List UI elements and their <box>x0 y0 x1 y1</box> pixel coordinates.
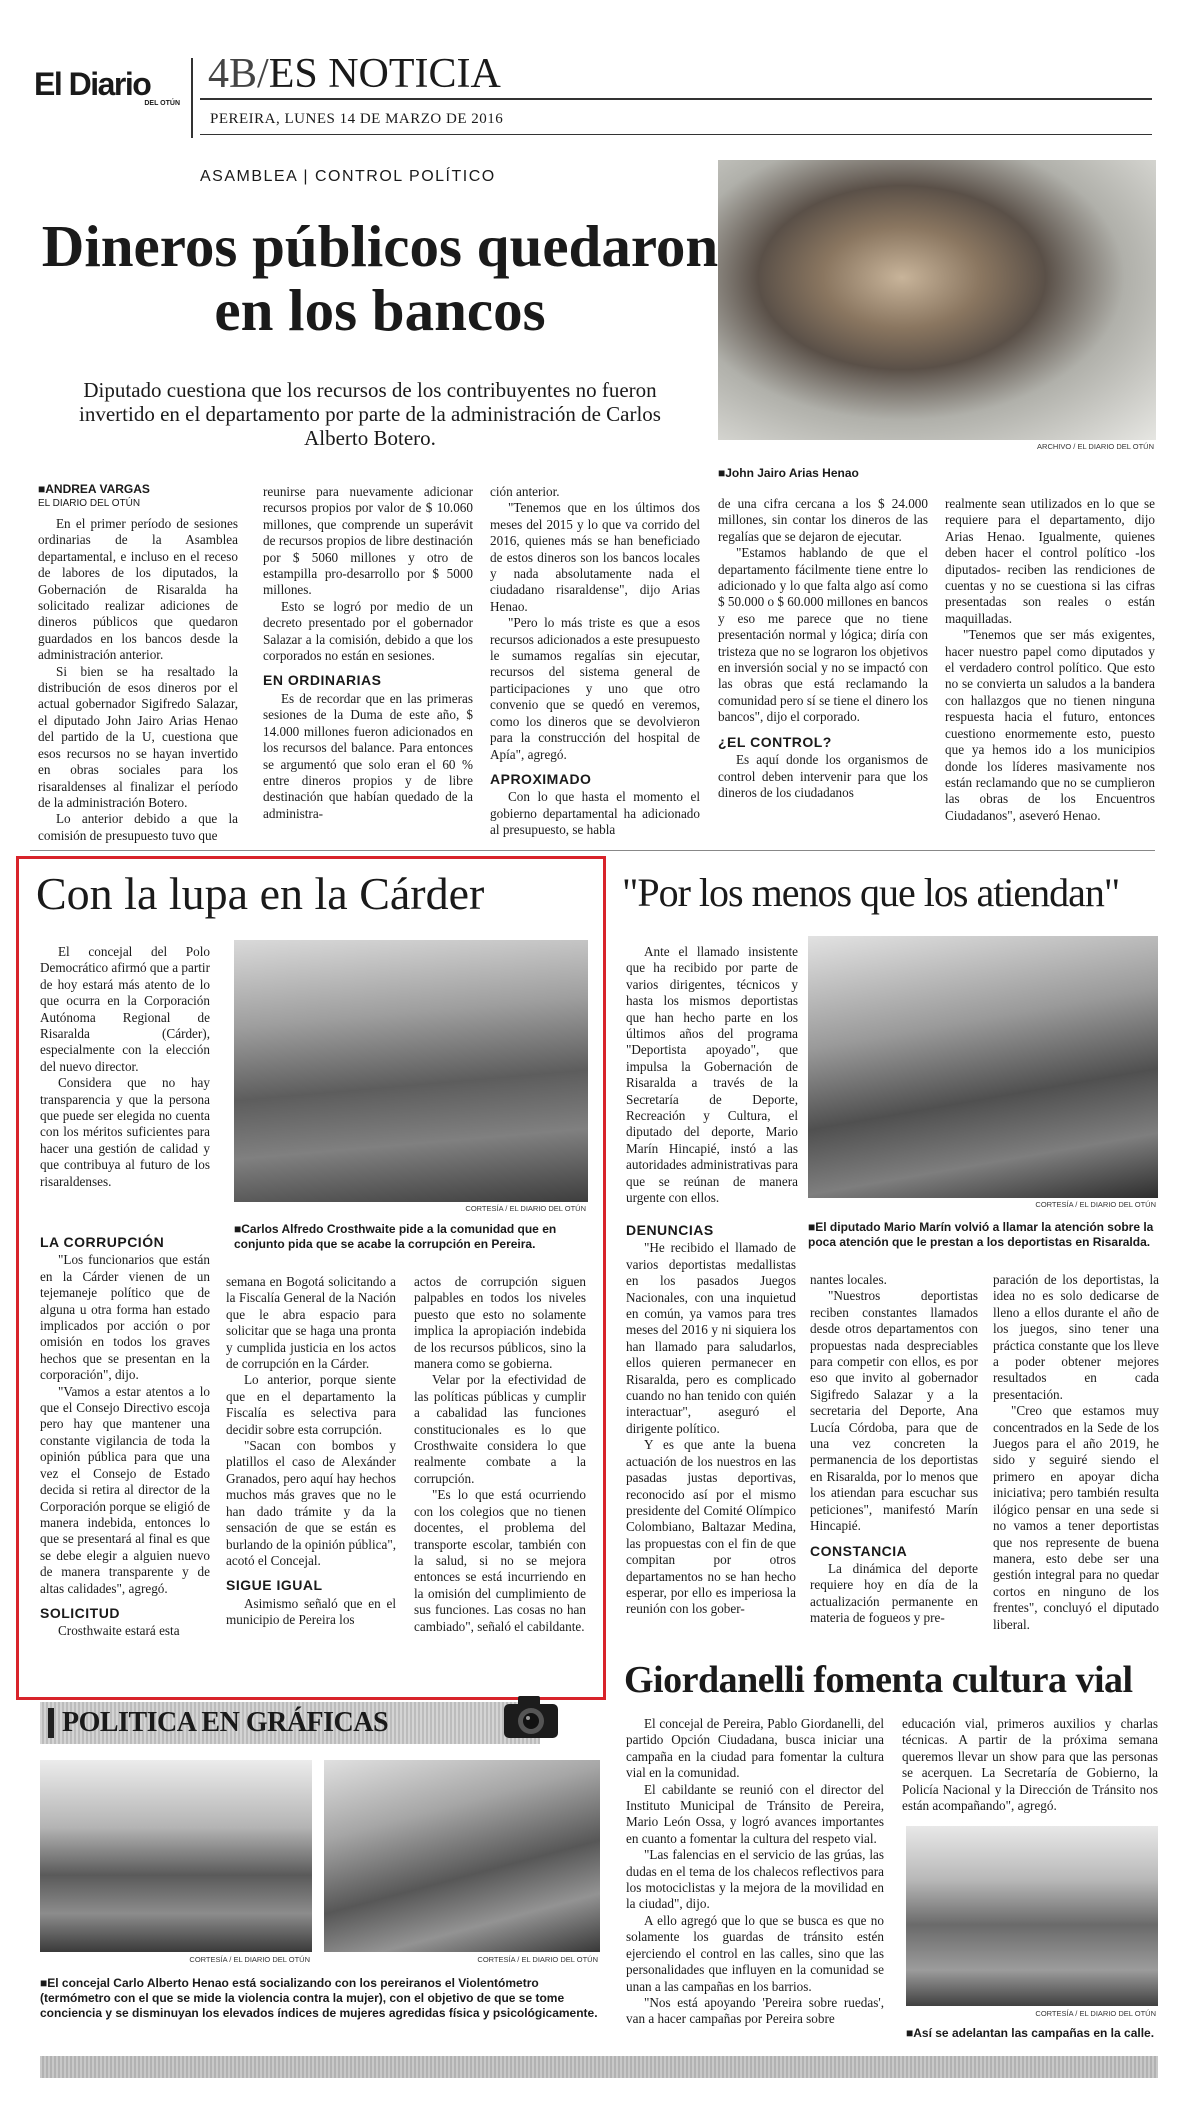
paragraph: "Nuestros deportistas reciben constantes llamados desde otros departamentos con propuestas nada despreciables para competir con ellos, es por eso que invito al gobernador Sigifredo Salazar y a la secretaria del Deporte, Ana Lucía Córdoba, para que de una vez concreten la permanencia de los deportistas en Risaralda, por lo menos que los atiendan para escuchar sus peticiones", manifestó Marín Hincapié. <box>810 1288 978 1534</box>
camera-icon <box>500 1692 562 1742</box>
lupa-intro <box>40 944 210 1190</box>
lead-headline: Dineros públicos quedaron en los bancos <box>41 213 719 343</box>
paragraph: "Nos está apoyando 'Pereira sobre ruedas', van a hacer campañas por Pereira sobre <box>626 1994 884 2027</box>
subhead: SOLICITUD <box>40 1604 120 1621</box>
atiendan-column-2 <box>810 1272 978 1627</box>
paragraph: "Las falencias en el servicio de las grúas, las dudas en el tema de los chalecos reflectivos para los motociclistas y la mejora de la movilidad en la ciudad", dijo. <box>626 1847 884 1912</box>
lead-column-4 <box>718 496 928 801</box>
paragraph: educación vial, primeros auxilios y charlas técnicas. A partir de la próxima semana queremos llevar un show para que las personas se acerquen. La Secretaría de Gobierno, la Policía Nacional y la Dirección de Tránsito nos están acompañando", agregó. <box>902 1716 1158 1814</box>
giordanelli-column-2 <box>902 1716 1158 1814</box>
paragraph: El cabildante se reunió con el director del Instituto Municipal de Tránsito de Pereira, Mario León Ossa, y logró avances importantes en cuanto a fomentar la cultura del respeto vial. <box>626 1781 884 1846</box>
paragraph: "Sacan con bombos y platillos el caso de Alexánder Granados, pero aquí hay hechos muchos más graves que no le han dado trámite y da la sensación de que se están es burlando de la opinión pública", acotó el Concejal. <box>226 1438 396 1568</box>
graficas-banner-accent <box>48 1708 54 1738</box>
paragraph: El concejal de Pereira, Pablo Giordanelli, del partido Opción Ciudadana, busca iniciar una campaña en la ciudad para fomentar la cultura vial en la comunidad. <box>626 1716 884 1781</box>
lupa-photo-credit: CORTESÍA / EL DIARIO DEL OTÚN <box>465 1204 586 1213</box>
paragraph: Velar por la efectividad de las políticas públicas y cumplir a cabalidad las funciones constitucionales es lo que Crosthwaite considera lo que realmente combate a la corrupción. <box>414 1372 586 1486</box>
graficas-photo-left <box>40 1760 312 1952</box>
dateline: PEREIRA, LUNES 14 DE MARZO DE 2016 <box>210 111 504 127</box>
paragraph: Crosthwaite estará esta <box>58 1623 180 1639</box>
lead-byline <box>38 482 228 509</box>
section-divider <box>30 850 1155 851</box>
paragraph: Considera que no hay transparencia y que la persona que puede ser elegida no cuenta con los méritos suficientes para hacer una gestión de calidad y que contribuya al futuro de los risaraldenses. <box>40 1075 210 1189</box>
subhead: CONSTANCIA <box>810 1542 908 1559</box>
lead-kicker <box>200 168 496 186</box>
masthead <box>0 0 1185 150</box>
paragraph: En el primer período de sesiones ordinarias de la Asamblea departamental, e incluso en el receso de labores de los diputados, la Gobernación de Risaralda ha solicitado realizar adiciones de dineros públicos que quedaron guardados en los bancos desde la administración anterior. <box>38 516 238 663</box>
graficas-photo-right <box>324 1760 600 1952</box>
paragraph: "Vamos a estar atentos a lo que el Consejo Directivo escoja pero hay que mantener una constante vigilancia de toda la opinión pública para que una vez el Consejo de Estado decida si retira al director de la Corporación porque se eligió de manera indebida, entonces lo que se presentará al final es que se debe elegir a alguien nuevo de manera transparente y de altas calidades", agregó. <box>40 1383 210 1596</box>
subhead: EN ORDINARIAS <box>263 672 382 689</box>
giordanelli-column-1 <box>626 1716 884 2028</box>
kicker-separator: | <box>303 168 315 185</box>
byline-outlet: EL DIARIO DEL OTÚN <box>38 498 141 509</box>
paragraph: A ello agregó que lo que se busca es que no solamente los guardas de tránsito estén ejerciendo el control en las calles, sino que las personalidades que influyen en la comunidad se unan a las campañas en los barrios. <box>626 1912 884 1994</box>
lead-column-1 <box>38 516 238 844</box>
lead-photo <box>718 160 1156 440</box>
paragraph: paración de los deportistas, la idea no es solo dedicarse de lleno a ellos durante el año de los juegos, sino tener una práctica constante que los lleve a poder obtener mejores resultados en cada presentación. <box>993 1272 1159 1402</box>
masthead-rule-top <box>200 98 1152 100</box>
graficas-banner <box>40 1702 540 1744</box>
atiendan-column-1 <box>626 1222 796 1618</box>
paragraph: "Creo que estamos muy concentrados en la Sede de los Juegos para el año 2019, he sido y seguiré siendo el primero en apoyar dicha iniciativa; pero también resulta ilógico pensar en una sede si no vamos a tener deportistas que nos represente de buena manera, esto debe ser una gestión integral para no quedar cortos en ninguno de los frentes", concluyó el diputado liberal. <box>993 1403 1159 1632</box>
paragraph: Lo anterior debido a que la comisión de presupuesto tuvo que <box>38 811 238 843</box>
giordanelli-headline: Giordanelli fomenta cultura vial <box>624 1659 1133 1701</box>
lead-photo-caption: ■ John Jairo Arias Henao <box>718 466 1154 481</box>
giordanelli-photo-credit: CORTESÍA / EL DIARIO DEL OTÚN <box>1035 2009 1156 2018</box>
masthead-rule-bottom <box>200 134 1152 135</box>
logo-text: El Diario <box>34 66 151 102</box>
atiendan-photo <box>808 936 1158 1198</box>
paragraph: ción anterior. <box>490 484 560 499</box>
atiendan-intro <box>626 944 798 1207</box>
paragraph: Asimismo señaló que en el municipio de Pereira los <box>226 1595 396 1628</box>
graficas-credit-left: CORTESÍA / EL DIARIO DEL OTÚN <box>189 1955 310 1964</box>
lupa-column-3 <box>414 1274 586 1635</box>
lead-column-5 <box>945 496 1155 824</box>
graficas-banner-title: POLITICA EN GRÁFICAS <box>62 1707 389 1738</box>
section-header <box>208 50 501 98</box>
lead-deck: Diputado cuestiona que los recursos de los contribuyentes no fueron invertido en el departamento por parte de la administración de Carlos Alberto Botero. <box>79 378 661 450</box>
atiendan-photo-credit: CORTESÍA / EL DIARIO DEL OTÚN <box>1035 1200 1156 1209</box>
kicker-topic: CONTROL POLÍTICO <box>314 168 496 185</box>
atiendan-photo-caption: ■ El diputado Mario Marín volvió a llamar la atención sobre la poca atención que le prestan a los deportistas en Risaralda. <box>808 1220 1160 1250</box>
paragraph: "Estamos hablando de que el departamento fácilmente tiene entre lo adicionado y lo que falta algo así como $ 50.000 o $ 60.000 millones en bancos y eso me parece que no tiene presentación normal y lógica; diría con tristeza que no se lograron los objetivos en inversión social y no se impactó con las obras que está reclamando la comunidad pero sí se tiene el dinero los bancos", dijo el corporado. <box>718 545 928 725</box>
paragraph: "Pero lo más triste es que a esos recursos adicionados a este presupuesto le sumamos regalías sin ejecutar, recursos del sistema general de participaciones y uno que otro convenio que se quedó en veremos, como los dineros que se devolvieron para la construcción del hospital de Apía", agregó. <box>490 615 700 762</box>
paragraph: actos de corrupción siguen palpables en todos los niveles puesto que esto no solamente implica la apropiación indebida de los recursos públicos, sino la manera como se gobierna. <box>414 1274 586 1372</box>
page-number: 4B/ <box>208 51 269 97</box>
kicker-category: ASAMBLEA <box>200 168 298 185</box>
lupa-column-2 <box>226 1274 396 1629</box>
paragraph: "He recibido el llamado de varios deportistas medallistas en los pasados Juegos Nacionales, con una inquietud en común, ya vamos para tres meses del 2016 y ni siquiera los han llamado para saludarlos, ellos quieren permanecer en Risaralda, pero es complicado cuando no han tenido con quién interactuar", aseguró el dirigente político. <box>626 1240 796 1436</box>
lead-column-2 <box>263 484 473 822</box>
paragraph: El concejal del Polo Democrático afirmó que a partir de hoy estará más atento de lo que ocurra en la Corporación Autónoma Regional de Risaralda (Cárder), especialmente con la elección del nuevo director. <box>40 944 210 1074</box>
paragraph: "Los funcionarios que están en la Cárder vienen de un tejemaneje político que de alguna u otra forma han estado implicados por acción o por omisión en todos los graves hechos que se presentan en la corporación", dijo. <box>40 1252 210 1383</box>
paragraph: Es de recordar que en las primeras sesiones de la Duma de este año, $ 14.000 millones fueron adicionados en los recursos del balance. Para entonces se argumentó que solo eran el 60 % entre dineros propios y de libre destinación que habían quedado de la administra- <box>263 690 473 821</box>
paragraph: reunirse para nuevamente adicionar recursos propios por valor de $ 10.060 millones, que comprende un superávit de recursos propios de libre destinación por $ 5060 millones y otro de estampilla pro-desarrollo por $ 5000 millones. <box>263 484 473 598</box>
masthead-divider <box>191 58 193 138</box>
paragraph: Con lo que hasta el momento el gobierno departamental ha adicionado al presupuesto, se habla <box>490 789 700 838</box>
paragraph: Esto se logró por medio de un decreto presentado por el gobernador Salazar a la comisión, debido a que los corporados no están en sesiones. <box>263 598 473 664</box>
subhead: SIGUE IGUAL <box>226 1577 323 1594</box>
lead-column-3 <box>490 484 700 839</box>
paragraph: realmente sean utilizados en lo que se requiere para el departamento, dijo Arias Henao. Igualmente, quienes deben hacer el control político -los diputados- reciben las rendiciones de cuentas y no se cuestiona si las cifras presentadas son reales o están maquilladas. <box>945 496 1155 626</box>
subhead: APROXIMADO <box>490 770 592 787</box>
paragraph: nantes locales. <box>810 1272 887 1287</box>
subhead: LA CORRUPCIÓN <box>40 1234 165 1250</box>
subhead: DENUNCIAS <box>626 1222 714 1238</box>
footer-band <box>40 2056 1158 2078</box>
section-title: ES NOTICIA <box>268 51 501 97</box>
atiendan-headline: "Por los menos que los atiendan" <box>622 870 1120 915</box>
paragraph: Ante el llamado insistente que ha recibido por parte de varios dirigentes, técnicos y hasta los mismos deportistas que han hecho parte en los últimos años del programa "Deportista apoyado", que impulsa la Gobernación de Risaralda a través de la Secretaría de Deporte, Recreación y Cultura, el diputado del deporte, Mario Marín Hincapié, instó a las autoridades administrativas para que se reúnan de manera urgente con ellos. <box>626 944 798 1206</box>
paragraph: de una cifra cercana a los $ 24.000 millones, sin contar los dineros de las regalías que se dejaron de ejecutar. <box>718 496 928 544</box>
giordanelli-photo <box>906 1826 1158 2006</box>
graficas-caption: ■ El concejal Carlo Alberto Henao está socializando con los pereiranos el Violentómetro (termómetro con el que se mide la violencia contra la mujer), con el objetivo de que se tome conciencia y se disminuyan los elevados índices de mujeres agredidas física y psicológicamente. <box>40 1976 602 2021</box>
paragraph: semana en Bogotá solicitando a la Fiscalía General de la Nación que le abra espacio para solicitar que se haga una pronta y cumplida justicia en los actos de corrupción en la Cárder. <box>226 1274 396 1372</box>
paragraph: Lo anterior, porque siente que en el departamento la Fiscalía es selectiva para decidir sobre esta corrupción. <box>226 1372 396 1437</box>
paragraph: La dinámica del deporte requiere hoy en día de la actualización permanente en materia de fogueos y pre- <box>810 1560 978 1626</box>
atiendan-column-3 <box>993 1272 1159 1633</box>
paragraph: "Tenemos que en los últimos dos meses del 2015 y lo que va corrido del 2016, quienes más se han beneficiado de estos dineros son los bancos locales y nada absolutamente nada el ciudadano risaraldense", dijo Arias Henao. <box>490 500 700 614</box>
lead-photo-credit: ARCHIVO / EL DIARIO DEL OTÚN <box>1037 442 1154 451</box>
paragraph: "Es lo que está ocurriendo con los colegios que no tienen docentes, el problema del transporte escolar, también con la salud, si no se mejora entonces se está incurriendo en la omisión del cumplimiento de sus funciones. Las cosas no han cambiado", señaló el cabildante. <box>414 1487 586 1634</box>
lupa-photo <box>234 940 588 1202</box>
paragraph: Y es que ante la buena actuación de los nuestros en las pasadas justas deportivas, reconocido así por el mismo presidente del Comité Olímpico Colombiano, Baltazar Medina, las propuestas con el fin de que compitan por otros departamentos no se han hecho esperar, por ello es imperiosa la reunión con los gober- <box>626 1437 796 1617</box>
lupa-photo-caption: ■ Carlos Alfredo Crosthwaite pide a la comunidad que en conjunto pida que se acabe la corrupción en Pereira. <box>234 1222 588 1252</box>
logo <box>34 68 184 107</box>
graficas-credit-right: CORTESÍA / EL DIARIO DEL OTÚN <box>477 1955 598 1964</box>
lupa-column-1 <box>40 1234 210 1640</box>
byline-author: ■ ANDREA VARGAS <box>38 482 228 496</box>
lupa-headline: Con la lupa en la Cárder <box>36 868 485 919</box>
paragraph: Si bien se ha resaltado la distribución de esos dineros por el actual gobernador Sigifredo Salazar, el diputado John Jairo Arias Henao del partido de la U, cuestiona que esos recursos no se hayan invertido en obras sociales para los risaraldenses al finalizar el período de la administración Botero. <box>38 663 238 810</box>
logo-subtext: DEL OTÚN <box>144 100 180 107</box>
subhead: ¿EL CONTROL? <box>718 733 832 750</box>
giordanelli-photo-caption: ■ Así se adelantan las campañas en la calle. <box>906 2026 1158 2041</box>
paragraph: "Tenemos que ser más exigentes, hacer nuestro papel como diputados y el verdadero control político. Que esto no se convierta un saludos a la bandera con hallazgos que no tienen ninguna respuesta hacia el futuro, entonces cuestiono enormemente esto, puesto que ya hemos ido a los municipios donde los líderes masivamente nos están reclamando que no se cumplieron las obras de los Encuentros Ciudadanos", aseveró Henao. <box>945 627 1155 823</box>
paragraph: Es aquí donde los organismos de control deben intervenir para que los dineros de los ciudadanos <box>718 752 928 800</box>
